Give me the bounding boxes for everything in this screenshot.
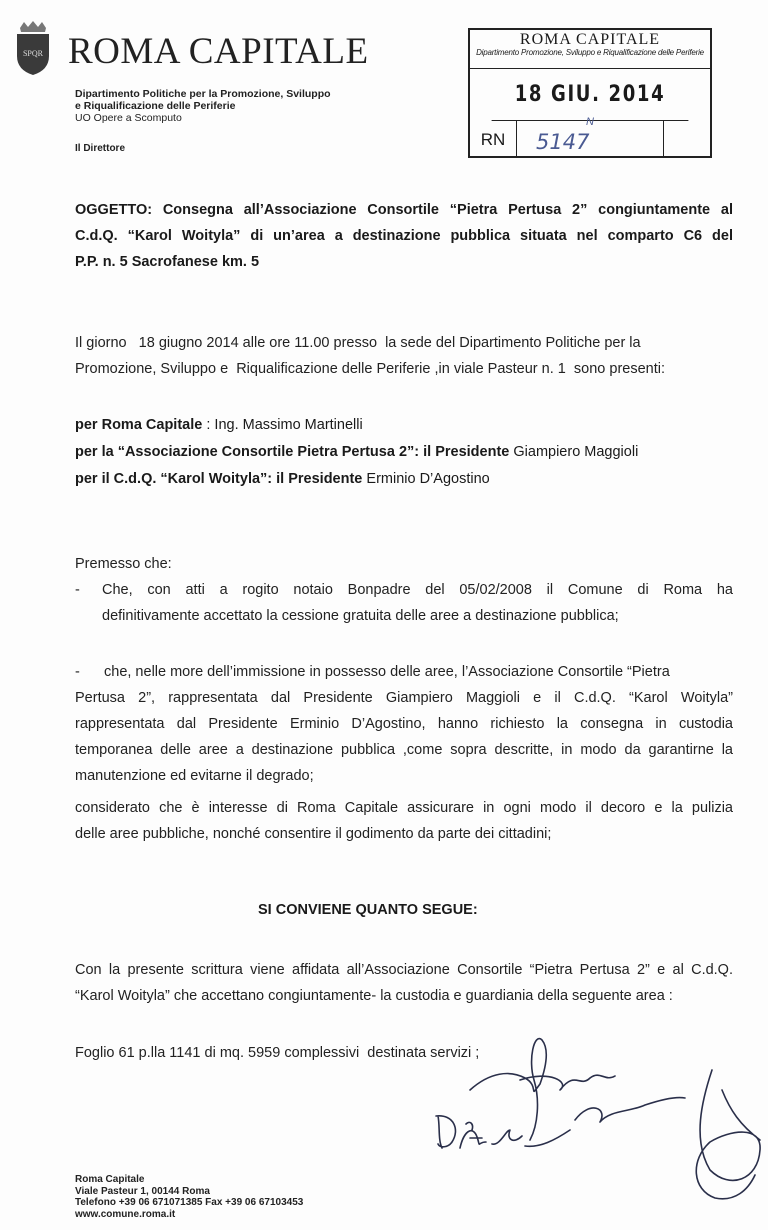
considerato-line-1: considerato che è interesse di Roma Capitale assicurare in ogni modo il decoro e la pulizia [75, 800, 733, 816]
stamp-rn-label: RN [470, 121, 517, 158]
intro-paragraph [75, 330, 695, 382]
signature-dagostino [436, 1116, 570, 1148]
item2-line-5: manutenzione ed evitarne il degrado; [75, 768, 314, 784]
party-name: Ing. Massimo Martinelli [214, 417, 363, 433]
item2-line-2: Pertusa 2”, rappresentata dal Presidente Giampiero Maggioli e il C.d.Q. “Karol Woityla” [75, 690, 733, 706]
party-label: per Roma Capitale [75, 417, 203, 433]
department-line-2: e Riqualificazione delle Periferie [75, 100, 236, 112]
party-cdq [75, 466, 735, 493]
stamp-date: 18 GIU. 2014 [492, 70, 689, 121]
item1-line-2: definitivamente accettato la cessione gratuita delle aree a destinazione pubblica; [102, 608, 619, 624]
item2-line-4: temporanea delle aree a destinazione pubblica ,come sopra descritte, in modo da garantirne la [75, 742, 733, 758]
footer-phone: Telefono +39 06 671071385 Fax +39 06 67103453 [75, 1197, 304, 1208]
item1-line-1: Che, con atti a rogito notaio Bonpadre del 05/02/2008 il Comune di Roma ha [102, 582, 733, 598]
signature-initials [696, 1070, 760, 1199]
footer-org: Roma Capitale [75, 1174, 145, 1185]
stamp-divider [663, 121, 664, 158]
item2-line-3: rappresentata dal Presidente Erminio D’Agostino, hanno richiesto la consegna in custodia [75, 716, 733, 732]
subject-line-3: P.P. n. 5 Sacrofanese km. 5 [75, 254, 260, 270]
signature-martinelli [575, 1097, 685, 1122]
roma-capitale-emblem [14, 20, 52, 76]
protocol-stamp [468, 28, 712, 158]
subject-line-1: OGGETTO: Consegna all’Associazione Consortile “Pietra Pertusa 2” congiuntamente al [75, 202, 733, 218]
handwritten-signatures [430, 1030, 768, 1230]
department-block [75, 88, 331, 124]
subject-paragraph [75, 197, 733, 275]
assignment-line-1: Con la presente scrittura viene affidata all’Associazione Consortile “Pietra Pertusa 2” e al C.d.Q. [75, 962, 733, 978]
premesso-item-2 [75, 659, 733, 789]
unit-name: UO Opere a Scomputo [75, 112, 182, 124]
footer-website: www.comune.roma.it [75, 1208, 176, 1220]
party-roma-capitale [75, 412, 735, 439]
stamp-subtitle: Dipartimento Promozione, Sviluppo e Riqualificazione delle Periferie [476, 48, 704, 57]
subject-line-2: C.d.Q. “Karol Woityla” di un’area a destinazione pubblica situata nel comparto C6 del [75, 228, 733, 244]
intro-line-1: Il giorno 18 giugno 2014 alle ore 11.00 presso la sede del Dipartimento Politiche per la [75, 335, 641, 351]
footer-street: Viale Pasteur 1, 00144 Roma [75, 1185, 210, 1197]
stamp-title: ROMA CAPITALE [519, 31, 661, 48]
party-name: Erminio D’Agostino [366, 471, 490, 487]
department-line-1: Dipartimento Politiche per la Promozione, Sviluppo [75, 88, 331, 100]
assignment-line-2: “Karol Woityla” che accettano congiuntamente- la custodia e guardiania della seguente area : [75, 988, 673, 1004]
premesso-item-1 [75, 577, 733, 629]
premesso-label: Premesso che: [75, 556, 172, 572]
signature-maggioli [470, 1039, 615, 1140]
agreement-heading: SI CONVIENE QUANTO SEGUE: [258, 902, 478, 918]
parties-list [75, 412, 735, 493]
assignment-paragraph [75, 957, 733, 1009]
party-label: per la “Associazione Consortile Pietra Pertusa 2”: il Presidente [75, 444, 510, 460]
stamp-rn-superscript: N [586, 116, 594, 128]
item2-line-1: - che, nelle more dell’immissione in possesso delle aree, l’Associazione Consortile “Pietra [75, 664, 670, 680]
considerato-paragraph [75, 795, 733, 847]
logo-title: ROMA CAPITALE [68, 31, 369, 72]
stamp-header [470, 30, 710, 69]
list-dash: - [75, 582, 80, 598]
considerato-line-2: delle aree pubbliche, nonché consentire il godimento da parte dei cittadini; [75, 826, 552, 842]
parcel-description: Foglio 61 p.lla 1141 di mq. 5959 complessivi destinata servizi ; [75, 1045, 480, 1061]
emblem-text: SPQR [22, 49, 44, 58]
party-name: Giampiero Maggioli [513, 444, 639, 460]
director-label: Il Direttore [75, 143, 126, 154]
party-label: per il C.d.Q. “Karol Woityla”: il Presidente [75, 471, 363, 487]
footer-address [75, 1174, 303, 1220]
party-associazione [75, 439, 735, 466]
stamp-rn-number: 5147 [536, 130, 590, 154]
intro-line-2: Promozione, Sviluppo e Riqualificazione delle Periferie ,in viale Pasteur n. 1 sono presenti: [75, 361, 665, 377]
party-separator: : [202, 417, 215, 433]
